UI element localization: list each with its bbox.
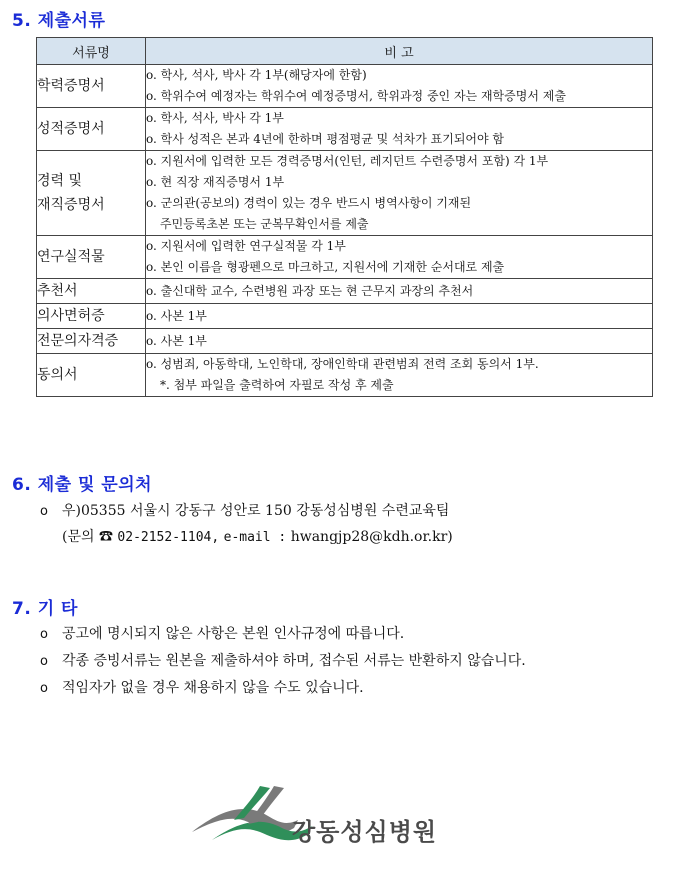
table-row — [37, 108, 653, 151]
item-text: 적임자가 없을 경우 채용하지 않을 수도 있습니다. — [62, 680, 364, 696]
list-item — [40, 623, 404, 643]
row-line: o. 지원서에 입력한 모든 경력증명서(인턴, 레지던트 수련증명서 포함) 각 1부 — [146, 154, 549, 168]
phone-icon: ☎ — [98, 529, 113, 545]
row-name: 동의서 — [37, 354, 146, 397]
row-name: 경력 및 — [37, 173, 83, 189]
row-line: o. 사본 1부 — [146, 309, 207, 323]
row-line: o. 지원서에 입력한 연구실적물 각 1부 — [146, 239, 346, 253]
table-row — [37, 279, 653, 304]
row-line: o. 학위수여 예정자는 학위수여 예정증명서, 학위과정 중인 자는 재학증명서 제출 — [146, 89, 566, 103]
row-name: 연구실적물 — [37, 236, 146, 279]
item-text: 각종 증빙서류는 원본을 제출하셔야 하며, 접수된 서류는 반환하지 않습니다. — [62, 653, 526, 669]
email-label: e-mail : — [223, 530, 287, 545]
row-line: 주민등록초본 또는 군복무확인서를 제출 — [160, 217, 369, 231]
bullet: o — [40, 654, 48, 669]
row-name: 재직증명서 — [37, 197, 105, 213]
row-line: o. 현 직장 재직증명서 1부 — [146, 175, 285, 189]
bullet: o — [40, 504, 48, 519]
bullet: o — [40, 627, 48, 642]
table-row — [37, 329, 653, 354]
table-header — [37, 38, 653, 65]
address-text: 우)05355 서울시 강동구 성안로 150 강동성심병원 수련교육팀 — [62, 503, 450, 519]
row-name: 추천서 — [37, 279, 146, 304]
email-address: hwangjp28@kdh.or.kr) — [290, 529, 453, 545]
bullet: o — [40, 681, 48, 696]
table-row — [37, 304, 653, 329]
table-row — [37, 65, 653, 108]
row-line: o. 학사, 석사, 박사 각 1부(해당자에 한함) — [146, 68, 367, 82]
documents-table — [36, 37, 653, 397]
address-line — [40, 500, 449, 520]
section-6-title: 6. 제출 및 문의처 — [12, 475, 153, 495]
section-5-title: 5. 제출서류 — [12, 11, 106, 31]
list-item — [40, 650, 526, 670]
table-row — [37, 354, 653, 397]
row-name: 학력증명서 — [37, 65, 146, 108]
row-line: o. 성범죄, 아동학대, 노인학대, 장애인학대 관련범죄 전력 조회 동의서 1부. — [146, 357, 539, 371]
row-line: o. 학사, 석사, 박사 각 1부 — [146, 111, 284, 125]
item-text: 공고에 명시되지 않은 사항은 본원 인사규정에 따릅니다. — [62, 626, 405, 642]
row-name: 성적증명서 — [37, 108, 146, 151]
row-line: o. 사본 1부 — [146, 334, 207, 348]
row-line: o. 본인 이름을 형광펜으로 마크하고, 지원서에 기재한 순서대로 제출 — [146, 260, 505, 274]
header-document-name: 서류명 — [37, 38, 146, 65]
row-name: 전문의자격증 — [37, 329, 146, 354]
row-name: 의사면허증 — [37, 304, 146, 329]
phone-number: 02-2152-1104, — [117, 530, 220, 545]
table-row — [37, 151, 653, 236]
row-line: o. 출신대학 교수, 수련병원 과장 또는 현 근무지 과장의 추천서 — [146, 284, 474, 298]
contact-line — [62, 526, 453, 546]
row-line: o. 군의관(공보의) 경력이 있는 경우 반드시 병역사항이 기재된 — [146, 196, 472, 210]
row-line: o. 학사 성적은 본과 4년에 한하며 평점평균 및 석차가 표기되어야 함 — [146, 132, 505, 146]
hospital-logo-text: 강동성심병원 — [292, 818, 438, 846]
contact-prefix: (문의 — [62, 529, 95, 545]
list-item — [40, 677, 364, 697]
section-7-title: 7. 기 타 — [12, 599, 78, 619]
row-line: *. 첨부 파일을 출력하여 자필로 작성 후 제출 — [160, 378, 394, 392]
header-remarks: 비 고 — [146, 38, 653, 65]
table-row — [37, 236, 653, 279]
